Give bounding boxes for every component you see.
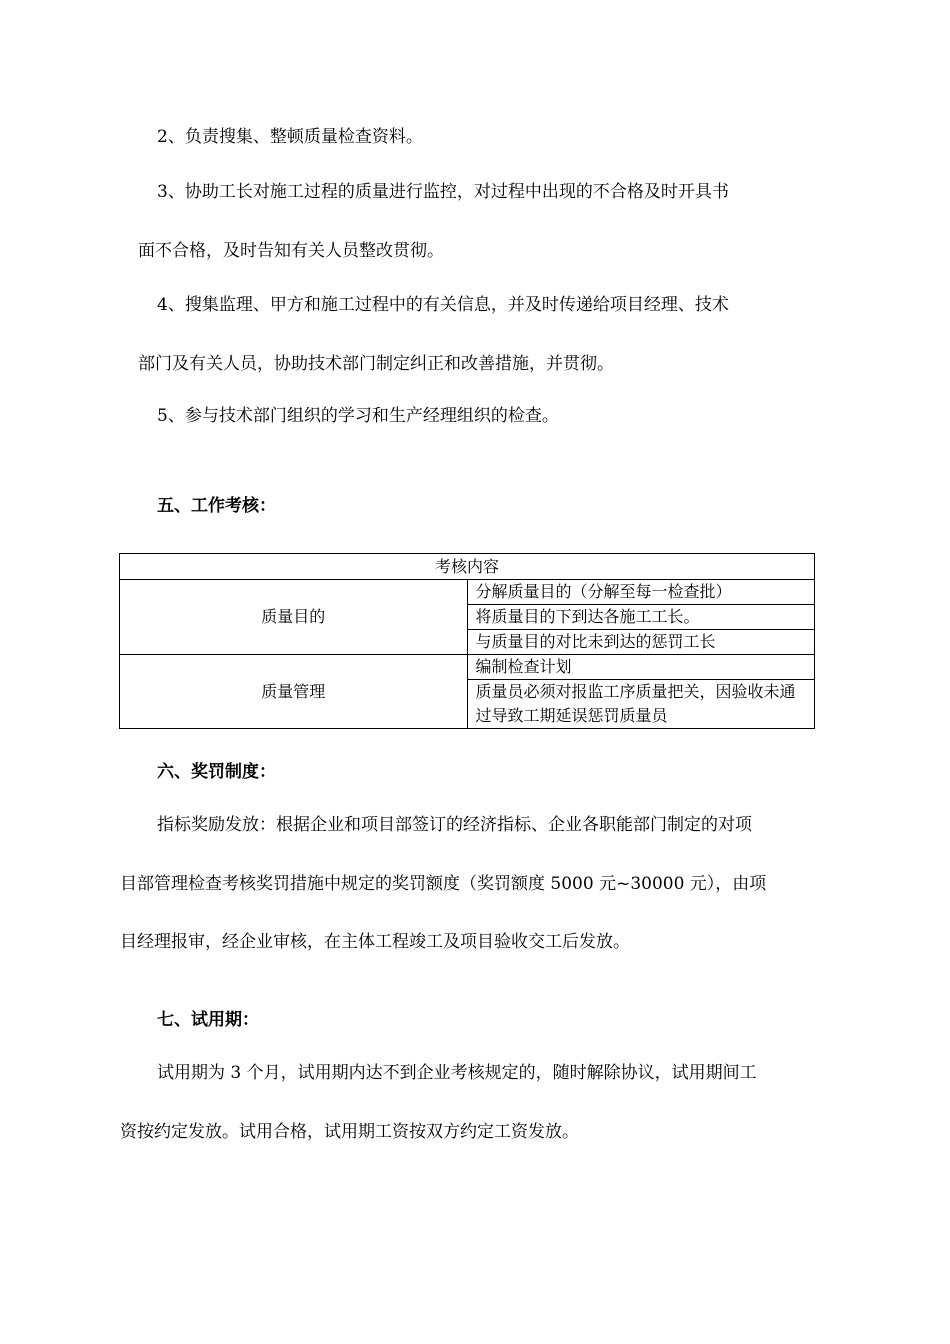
section-6-heading: 六、奖罚制度： <box>157 762 276 782</box>
section-7-line-1: 试用期为 3 个月，试用期内达不到企业考核规定的，随时解除协议，试用期间工 <box>157 1063 757 1083</box>
section-7-heading: 七、试用期： <box>157 1010 259 1030</box>
duty-5-line-1: 5、参与技术部门组织的学习和生产经理组织的检查。 <box>157 406 559 426</box>
duty-2-line-1: 2、负责搜集、整顿质量检查资料。 <box>157 127 423 147</box>
duty-3-line-2: 面不合格，及时告知有关人员整改贯彻。 <box>138 241 444 261</box>
section-5-heading: 五、工作考核： <box>157 496 276 516</box>
section-6-line-1: 指标奖励发放：根据企业和项目部签订的经济指标、企业各职能部门制定的对项 <box>157 815 752 835</box>
category-quality-management: 质量管理 <box>120 655 468 729</box>
section-7-line-2: 资按约定发放。试用合格，试用期工资按双方约定工资发放。 <box>120 1122 579 1142</box>
table-cell: 分解质量目的（分解至每一检查批） <box>467 580 815 605</box>
table-cell: 与质量目的对比未到达的惩罚工长 <box>467 630 815 655</box>
category-quality-goal: 质量目的 <box>120 580 468 655</box>
duty-3-line-1: 3、协助工长对施工过程的质量进行监控，对过程中出现的不合格及时开具书 <box>157 182 729 202</box>
duty-4-line-1: 4、搜集监理、甲方和施工过程中的有关信息，并及时传递给项目经理、技术 <box>157 295 729 315</box>
assessment-table <box>119 553 815 729</box>
table-header: 考核内容 <box>120 554 815 580</box>
table-cell: 将质量目的下到达各施工工长。 <box>467 605 815 630</box>
table-cell: 编制检查计划 <box>467 655 815 680</box>
section-6-line-3: 目经理报审，经企业审核，在主体工程竣工及项目验收交工后发放。 <box>120 932 630 952</box>
section-6-line-2: 目部管理检查考核奖罚措施中规定的奖罚额度（奖罚额度 5000 元~30000 元），由项 <box>120 874 767 894</box>
table-cell: 质量员必须对报监工序质量把关，因验收未通过导致工期延误惩罚质量员 <box>467 680 815 729</box>
duty-4-line-2: 部门及有关人员，协助技术部门制定纠正和改善措施，并贯彻。 <box>138 354 614 374</box>
